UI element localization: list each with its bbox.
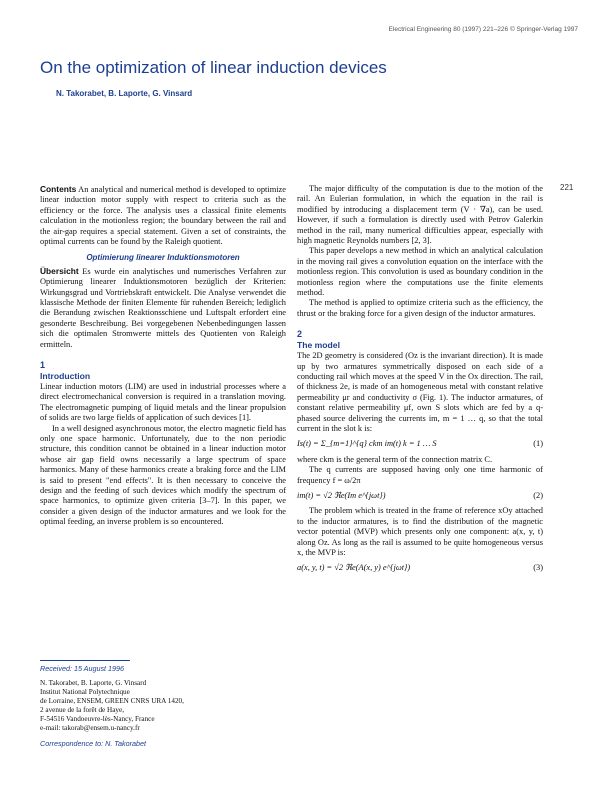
german-abstract-text: Es wurde ein analytisches und numerisches Verfahren zur Optimierung linearer Induktionsmotoren bezüglich der Kriterien: Wirkungsgrad und Vortriebskraft entwickelt. Die Analyse verwendet die klassische Methode der finiten Elemente für ruhenden Bereich; lediglich die Berandung zwischen Reaktionsschiene und Luftspalt erfordert eine gesonderte Beschreibung. Bei vorgegebenen Nebenbedingungen lassen sich die optimalen Stromwerte mittels des Quotienten von Raleigh ermitteln. <box>40 266 287 349</box>
correspondence: Correspondence to: N. Takorabet <box>40 739 147 748</box>
page-number: 221 <box>560 183 574 192</box>
intro-paragraph-2: In a well designed asynchronous motor, the electro magnetic field has only one space harmonic. Unfortunately, due to the non periodic structure, this condition cannot be obtained in a linear induction motor whose air gap field owns necessarily a large spectrum of space harmonics. Many of these harmonics create a braking force and the LIM is said to present "end effects". It is then necessary to conceive the design and the feeding of such devices which modify the spectrum of space harmonics, to optimize given criteria [3–7]. In this paper, we consider a given design of the inductor armatures and we look for the optimal feeding, an inverse problem is so encountered. <box>40 423 286 527</box>
journal-header: Electrical Engineering 80 (1997) 221–226 © Springer-Verlag 1997 <box>388 26 578 33</box>
authors-line: N. Takorabet, B. Laporte, G. Vinsard <box>56 89 193 98</box>
equation-2 <box>297 491 543 501</box>
equation-2-number: (2) <box>533 490 543 500</box>
model-paragraph-3: The q currents are supposed having only one time harmonic of frequency f = ω/2π <box>297 465 543 485</box>
left-column <box>40 184 286 528</box>
affiliation-line-2: de Lorraine, ENSEM, GREEN CNRS URA 1420, <box>40 697 184 705</box>
received-date: Received: 15 August 1996 <box>40 664 125 673</box>
model-paragraph-1: The 2D geometry is considered (Oz is the invariant direction). It is made up by two armatures symmetrically disposed on each side of a conducting rail which moves at the speed V in the Ox direction. The rail, of thickness 2e, is made of an homogeneous metal with constant relative permeability μr and conductivity σ (Fig. 1). The inductor armatures, of constant relative permeability μf, own S slots which are fed by a q-phased source delivering the currents im, m = 1 … q, so that the total current in the slot k is: <box>297 351 543 433</box>
equation-3-body: a(x, y, t) = √2 ℜe(A(x, y) e^{jωt}) <box>297 563 411 573</box>
section-1-number: 1 <box>40 360 46 371</box>
affiliation-line-3: 2 avenue de la forêt de Haye, <box>40 706 125 714</box>
german-abstract-paragraph <box>40 266 286 350</box>
equation-1-number: (1) <box>533 439 543 449</box>
intro-paragraph-4: This paper develops a new method in which an analytical calculation in the moving rail gives a convolution equation on the interface with the motionless region. This convolution is used as boundary condition in the motionless region where the computations use the finite elements method. <box>297 246 543 298</box>
footnote-block <box>40 664 285 748</box>
intro-paragraph-3: The major difficulty of the computation is due to the motion of the rail. An Eulerian formulation, in which the equation in the rail is modified by introducing a displacement term (V · ∇a), can be used. However, if such a formulation is directly used with Petrov Galerkin method in the rail, many numerical difficulties appear, especially with high magnetic Reynolds numbers [2, 3]. <box>297 184 543 246</box>
section-2-number: 2 <box>297 329 303 340</box>
equation-3-number: (3) <box>533 563 543 573</box>
equation-3 <box>297 563 543 573</box>
affiliation-authors: N. Takorabet, B. Laporte, G. Vinsard <box>40 679 147 687</box>
model-paragraph-2: where ckm is the general term of the connection matrix C. <box>297 454 493 464</box>
abstract-text: An analytical and numerical method is developed to optimize linear induction motor supply with respect to criteria such as the efficiency or the force. The analysis uses a classical finite elements calculation in the motionless region; the boundary between the rail and the air-gap requires a special statement. Given a set of constraints, the optimal currents can be found by the Raleigh quotient. <box>40 185 286 247</box>
model-paragraph-4: The problem which is treated in the frame of reference xOy attached to the inductor armatures, is to find the distribution of the magnetic vector potential (MVP) which presents only one component: a(x, y, t) along Oz. As long as the rail is assumed to be quite homogeneous versus x, the MVP is: <box>297 506 543 557</box>
abstract-label: Contents <box>40 184 77 194</box>
german-abstract-label: Übersicht <box>40 265 79 276</box>
footnote-rule <box>40 660 130 661</box>
german-abstract-title: Optimierung linearer Induktionsmotoren <box>86 253 240 263</box>
right-column <box>297 184 543 579</box>
affiliation-line-1: Institut National Polytechnique <box>40 688 130 696</box>
abstract-paragraph <box>40 184 286 247</box>
section-1-title: Introduction <box>40 370 91 381</box>
paper-title: On the optimization of linear induction devices <box>40 58 387 77</box>
affiliation-email: e-mail: takorab@ensem.u-nancy.fr <box>40 724 140 732</box>
intro-paragraph-1: Linear induction motors (LIM) are used in industrial processes where a direct electromechanical conversion is required in a translation moving. The electromagnetic pumping of liquid metals and the linear propulsion of solids are two large fields of application of such devices [1]. <box>40 381 286 423</box>
equation-2-body: im(t) = √2 ℜe(Im e^{jωt}) <box>297 490 386 500</box>
equation-1-body: Is(t) = Σ_{m=1}^{q} ckm im(t) k = 1 … S <box>297 439 437 449</box>
affiliation-line-4: F-54516 Vandoeuvre-lès-Nancy, France <box>40 715 155 723</box>
section-2-title: The model <box>297 339 340 350</box>
intro-paragraph-5: The method is applied to optimize criteria such as the efficiency, the thrust or the braking force for a given design of the inductor armatures. <box>297 298 543 318</box>
equation-1 <box>297 439 543 449</box>
